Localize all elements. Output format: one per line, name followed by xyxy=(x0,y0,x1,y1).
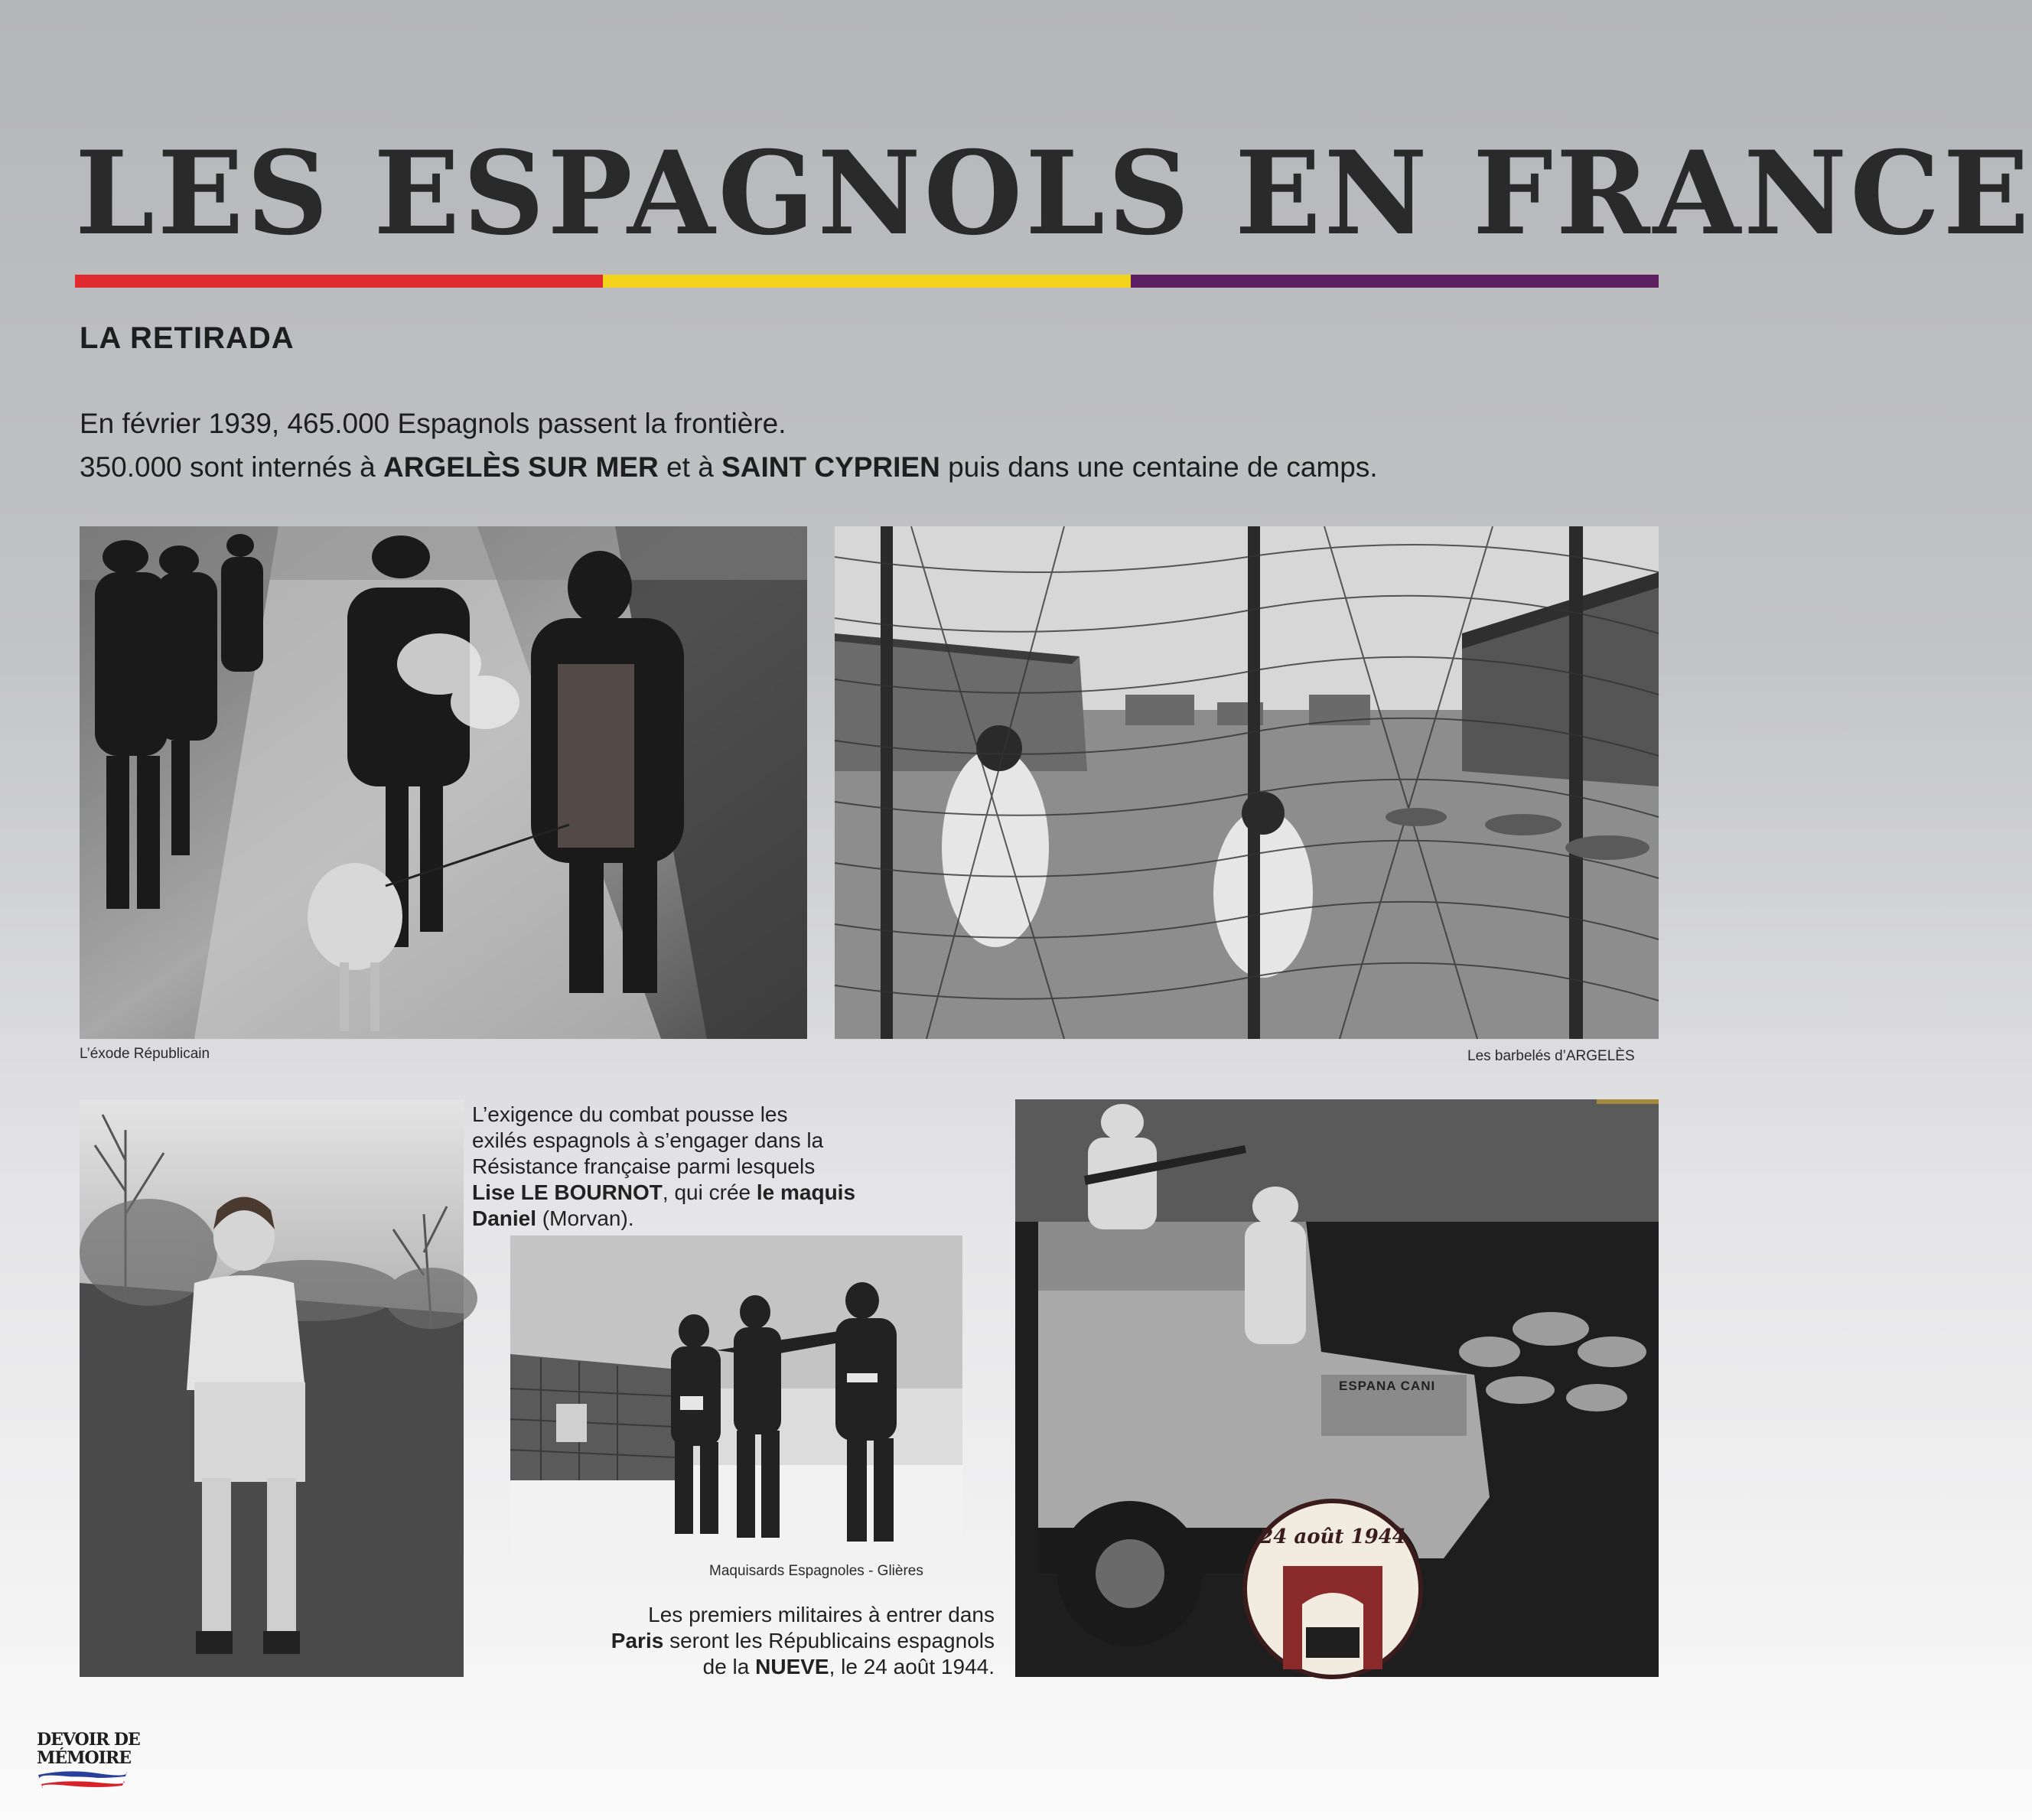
badge-date: 24 août 1944 xyxy=(1259,1525,1406,1548)
vehicle-plate: ESPANA CANI xyxy=(1339,1379,1436,1393)
caption-exode: L’éxode Républicain xyxy=(80,1046,210,1062)
resistance-line-1: L’exigence du combat pousse les xyxy=(472,1102,788,1126)
flag-stripes xyxy=(75,275,1659,288)
resistance-text xyxy=(472,1102,855,1232)
page-title: LES ESPAGNOLS EN FRANCE xyxy=(75,126,2032,261)
stripe-purple xyxy=(1131,275,1659,288)
intro-line-1: En février 1939, 465.000 Espagnols passent la frontière. xyxy=(80,408,786,439)
photo-nueve-halftrack xyxy=(1015,1099,1659,1677)
intro-line-2: 350.000 sont internés à ARGELÈS SUR MER et à SAINT CYPRIEN puis dans une centaine de camps. xyxy=(80,451,1378,483)
intro-text xyxy=(80,402,1378,489)
resistance-line-2: exilés espagnols à s’engager dans la xyxy=(472,1128,824,1152)
resistance-line-4: Lise LE BOURNOT, qui crée le maquis xyxy=(472,1180,856,1204)
logo-line-1: DEVOIR DE xyxy=(37,1730,140,1750)
photo-exode xyxy=(80,526,807,1039)
caption-barbeles: Les barbelés d’ARGELÈS xyxy=(1467,1048,1635,1064)
section-heading: LA RETIRADA xyxy=(80,321,295,355)
photo-barbeles xyxy=(835,526,1659,1039)
nueve-line-3: de la NUEVE, le 24 août 1944. xyxy=(702,1655,995,1678)
logo-line-2: MÉMOIRE xyxy=(37,1748,131,1768)
stripe-yellow xyxy=(603,275,1131,288)
resistance-line-5: Daniel (Morvan). xyxy=(472,1206,634,1230)
stripe-red xyxy=(75,275,603,288)
logo-flag-swoosh xyxy=(37,1767,129,1790)
resistance-line-3: Résistance française parmi lesquels xyxy=(472,1154,816,1178)
nueve-line-2: Paris seront les Républicains espagnols xyxy=(611,1629,995,1652)
nueve-text xyxy=(505,1602,995,1680)
photo-maquisards xyxy=(510,1236,962,1559)
caption-maquisards: Maquisards Espagnoles - Glières xyxy=(709,1563,923,1579)
devoir-de-memoire-logo xyxy=(37,1730,140,1792)
photo-lise-le-bournot xyxy=(80,1099,464,1677)
nueve-line-1: Les premiers militaires à entrer dans xyxy=(648,1603,995,1626)
